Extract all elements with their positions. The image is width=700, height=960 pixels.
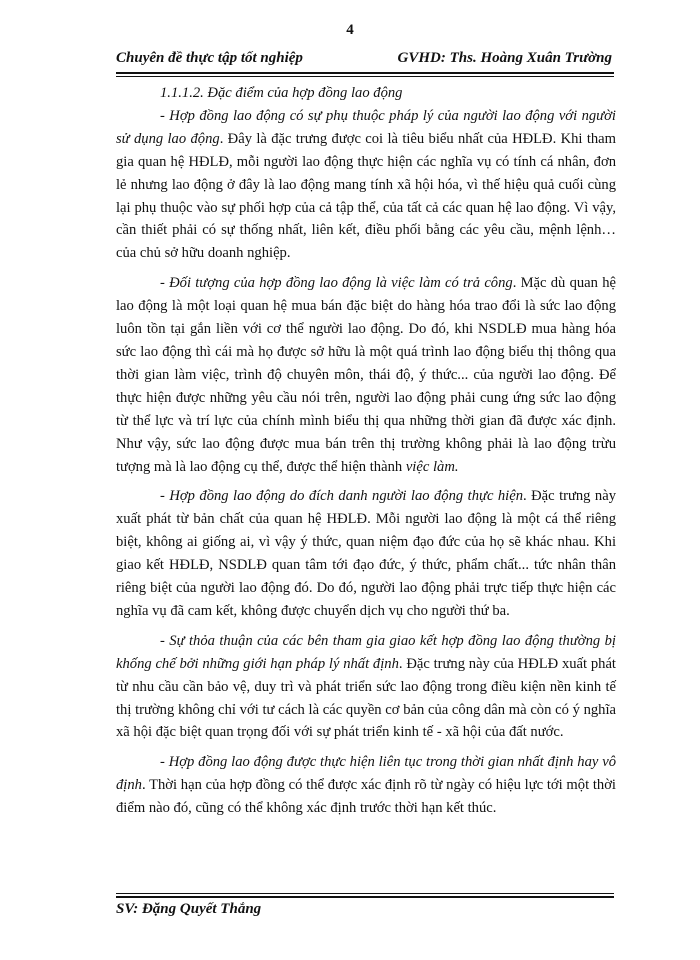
paragraph-lead: - Hợp đồng lao động có sự phụ thuộc pháp lý của người lao động với người sử dụng lao động xyxy=(116,107,616,147)
paragraph-lead: - Sự thỏa thuận của các bên tham gia giao kết hợp đồng lao động thường bị khống chế bởi những giới hạn pháp lý nhất định xyxy=(116,632,616,672)
paragraph-4 xyxy=(116,630,616,745)
document-body xyxy=(116,82,616,820)
paragraph-text: . Thời hạn của hợp đồng có thể được xác định rõ từ ngày có hiệu lực tới một thời điểm nào đó, cũng có thể không xác định trước thời hạn kết thúc. xyxy=(116,777,616,817)
header-rule-thin xyxy=(116,76,614,77)
paragraph-text: . Đặc trưng này xuất phát từ bản chất của quan hệ HĐLĐ. Mỗi người lao động là một cá thể riêng biệt, không ai giống ai, vì vậy ý thức, quan niệm đạo đức của họ sẽ khác nhau. Khi giao kết HĐLĐ, NSDLĐ quan tâm tới đạo đức, ý thức, phẩm chất... tức nhân thân riêng biệt của người lao động đó. Do đó, người lao động phải trực tiếp thực hiện các nghĩa vụ đã cam kết, không được chuyển dịch vụ cho người thứ ba. xyxy=(116,488,617,619)
page-number: 4 xyxy=(346,22,354,38)
paragraph-1 xyxy=(116,105,616,265)
paragraph-2 xyxy=(116,272,616,478)
paragraph-lead: - Hợp đồng lao động được thực hiện liên tục trong thời gian nhất định hay vô định xyxy=(116,754,616,794)
paragraph-text: . Đây là đặc trưng được coi là tiêu biểu nhất của HĐLĐ. Khi tham gia quan hệ HĐLĐ, mỗi người lao động thực hiện các nghĩa vụ có tính cá nhân, đơn lẻ nhưng lao động ở đây là lao động mang tính xã hội hóa, vì thế hiệu quả cuối cùng lại phụ thuộc vào sự phối hợp của cả tập thể, của tất cả các quan hệ lao động. Vì vậy, cần thiết phải có sự thống nhất, liên kết, điều phối bằng các yêu cầu, mệnh lệnh… của chủ sở hữu doanh nghiệp. xyxy=(116,130,616,262)
paragraph-lead: - Đối tượng của hợp đồng lao động là việc làm có trả công xyxy=(160,275,513,292)
header-rule-thick xyxy=(116,72,614,74)
paragraph-lead: - Hợp đồng lao động do đích danh người lao động thực hiện xyxy=(160,488,524,505)
paragraph-text: . Đặc trưng này của HĐLĐ xuất phát từ nhu cầu cần bảo vệ, duy trì và phát triển sức lao động trong điều kiện nền kinh tế thị trường không chỉ với tư cách là các quyền cơ bản của công dân mà còn có ý nghĩa xã hội đặc biệt quan trọng đối với sự phát triển kinh tế - xã hội của đất nước. xyxy=(116,655,616,741)
paragraph-text: . Mặc dù quan hệ lao động là một loại quan hệ mua bán đặc biệt do hàng hóa trao đổi là sức lao động luôn tồn tại gắn liền với cơ thể người lao động. Do đó, khi NSDLĐ mua hàng hóa sức lao động thì cái mà họ được sở hữu là một quá trình lao động biểu thị thông qua thời gian làm việc, trình độ chuyên môn, thái độ, ý thức... của người lao động. Để thực hiện được những yêu cầu nói trên, người lao động phải cung ứng sức lao động từ thể lực và trí lực của chính mình biểu thị qua những thời gian đã được xác định. Như vậy, sức lao động được mua bán trên thị trường không phải là lao động trừu tượng mà là lao động cụ thể, được thể hiện thành xyxy=(116,275,616,475)
paragraph-5 xyxy=(116,751,616,820)
footer-student: SV: Đặng Quyết Thắng xyxy=(116,901,262,917)
section-heading: 1.1.1.2. Đặc điểm của hợp đồng lao động xyxy=(160,85,403,101)
paragraph-3 xyxy=(116,485,616,622)
paragraph-tail: việc làm. xyxy=(405,458,459,475)
header-advisor: GVHD: Ths. Hoàng Xuân Trường xyxy=(397,50,612,66)
footer-rule-thin xyxy=(116,893,614,894)
header-title: Chuyên đề thực tập tốt nghiệp xyxy=(116,50,303,66)
page-header xyxy=(116,50,612,67)
footer-rule-thick xyxy=(116,896,614,898)
